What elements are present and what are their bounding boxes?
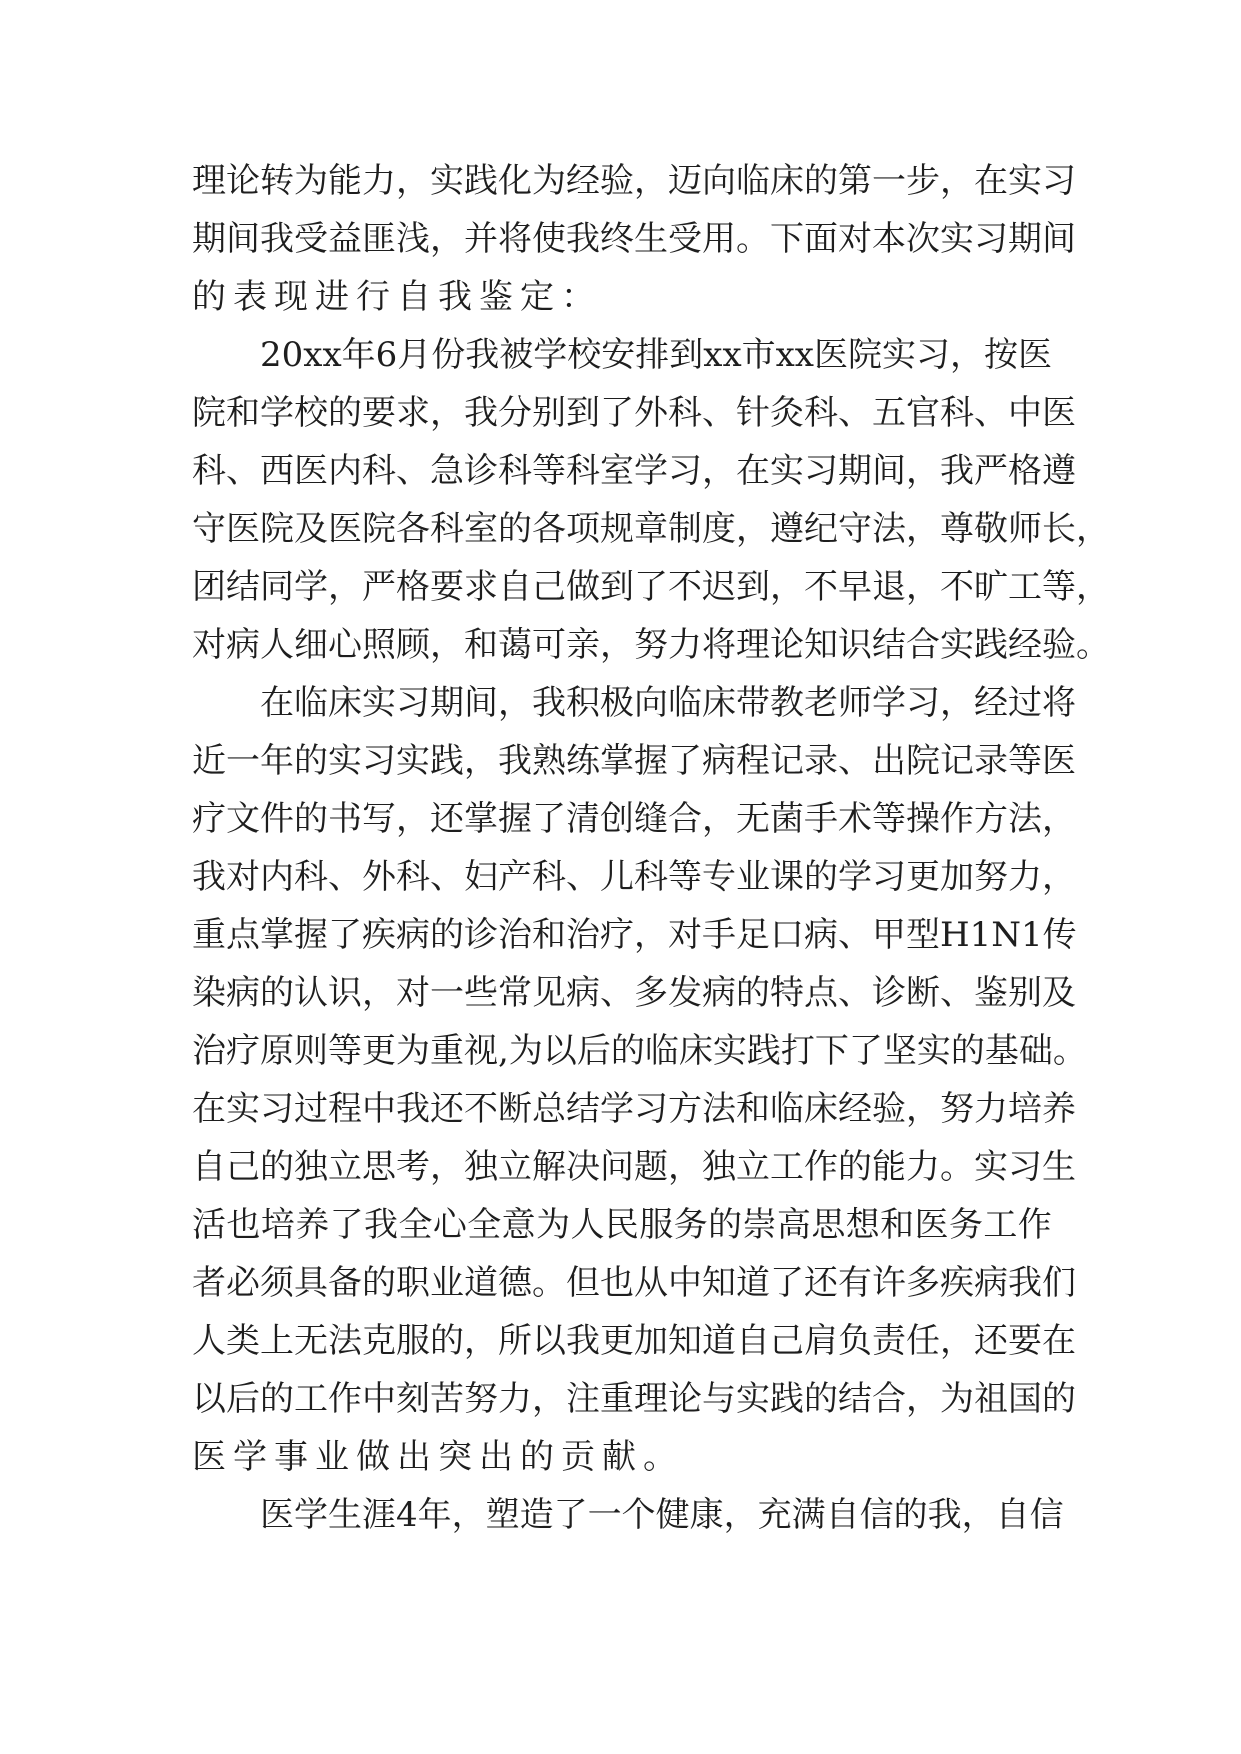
text-line: 自 己 的 独 立 思 考 ， 独 立 解 决 问 题 ， 独 立 工 作 的 能 力 。 实 习 生 [192, 1147, 1076, 1187]
text-line: 染 病 的 认 识 ， 对 一 些 常 见 病 、 多 发 病 的 特 点 、 诊 断 、 鉴 别 及 [192, 973, 1076, 1013]
text-line: 医学事业做出突出的贡献。 [192, 1437, 684, 1477]
paragraph-first-line: 医 学 生 涯 4 年 ， 塑 造 了 一 个 健 康 ， 充 满 自 信 的 我 ， 自 信 [260, 1495, 1064, 1535]
text-line: 人 类 上 无 法 克 服 的 ， 所 以 我 更 加 知 道 自 己 肩 负 责 任 ， 还 要 在 [192, 1321, 1076, 1361]
text-line: 科 、 西 医 内 科 、 急 诊 科 等 科 室 学 习 ， 在 实 习 期 间 ， 我 严 格 遵 [192, 451, 1076, 491]
text-line: 疗 文 件 的 书 写 ， 还 掌 握 了 清 创 缝 合 ， 无 菌 手 术 等 操 作 方 法 ， [192, 799, 1076, 839]
text-line: 院 和 学 校 的 要 求 ， 我 分 别 到 了 外 科 、 针 灸 科 、 五 官 科 、 中 医 [192, 393, 1076, 433]
text-line: 我 对 内 科 、 外 科 、 妇 产 科 、 儿 科 等 专 业 课 的 学 习 更 加 努 力 ， [192, 857, 1076, 897]
text-line: 的表现进行自我鉴定： [192, 277, 602, 317]
text-line: 治 疗 原 则 等 更 为 重 视 , 为 以 后 的 临 床 实 践 打 下 了 坚 实 的 基 础 。 [192, 1031, 1087, 1071]
text-line: 守 医 院 及 医 院 各 科 室 的 各 项 规 章 制 度 ， 遵 纪 守 法 ， 尊 敬 师 长 ， [192, 509, 1110, 549]
text-line: 理 论 转 为 能 力 ， 实 践 化 为 经 验 ， 迈 向 临 床 的 第 一 步 ， 在 实 习 [192, 161, 1076, 201]
text-line: 重 点 掌 握 了 疾 病 的 诊 治 和 治 疗 ， 对 手 足 口 病 、 甲 型 H1N1 传 [192, 915, 1077, 955]
text-line: 对 病 人 细 心 照 顾 ， 和 蔼 可 亲 ， 努 力 将 理 论 知 识 结 合 实 践 经 验 。 [192, 625, 1110, 665]
text-line: 者 必 须 具 备 的 职 业 道 德 。 但 也 从 中 知 道 了 还 有 许 多 疾 病 我 们 [192, 1263, 1076, 1303]
text-line: 活 也 培 养 了 我 全 心 全 意 为 人 民 服 务 的 崇 高 思 想 和 医 务 工 作 [192, 1205, 1052, 1245]
text-line: 期 间 我 受 益 匪 浅 ， 并 将 使 我 终 生 受 用 。 下 面 对 本 次 实 习 期 间 [192, 219, 1076, 259]
document-body [192, 152, 1110, 1544]
text-line: 在 实 习 过 程 中 我 还 不 断 总 结 学 习 方 法 和 临 床 经 验 ， 努 力 培 养 [192, 1089, 1076, 1129]
text-line: 以 后 的 工 作 中 刻 苦 努 力 ， 注 重 理 论 与 实 践 的 结 合 ， 为 祖 国 的 [192, 1379, 1076, 1419]
text-line: 近 一 年 的 实 习 实 践 ， 我 熟 练 掌 握 了 病 程 记 录 、 出 院 记 录 等 医 [192, 741, 1076, 781]
paragraph-first-line: 在 临 床 实 习 期 间 ， 我 积 极 向 临 床 带 教 老 师 学 习 ， 经 过 将 [260, 683, 1076, 723]
text-line: 团 结 同 学 ， 严 格 要 求 自 己 做 到 了 不 迟 到 ， 不 早 退 ， 不 旷 工 等 ， [192, 567, 1110, 607]
paragraph-first-line: 20xx 年 6 月 份 我 被 学 校 安 排 到 xx 市 xx 医 院 实 习 ， 按 医 [260, 335, 1052, 375]
